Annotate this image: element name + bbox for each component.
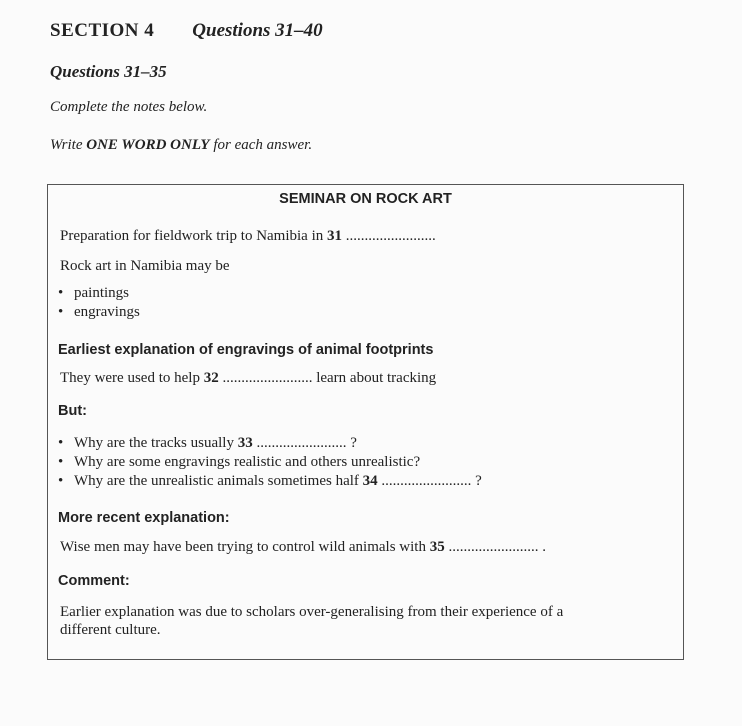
list-item [58, 304, 140, 321]
recent-text: Wise men may have been trying to control wild animals with [60, 539, 430, 555]
notes-title: SEMINAR ON ROCK ART [279, 191, 452, 207]
questions-range: Questions 31–40 [192, 20, 323, 41]
question-32-blank[interactable]: ........................ learn about tracking [218, 370, 437, 386]
section-title: SECTION 4 [50, 20, 155, 41]
list-item [58, 473, 482, 490]
question-33-blank[interactable]: ........................ ? [252, 435, 357, 451]
sub-range-heading: Questions 31–35 [50, 62, 167, 81]
question-31-blank[interactable]: ........................ [342, 228, 436, 244]
question-31-number: 31 [327, 228, 343, 244]
comment-heading: Comment: [58, 573, 130, 589]
question-33-number: 33 [237, 435, 253, 451]
instruction-write-suffix: for each answer. [209, 137, 313, 153]
but-1-text: Why are the tracks usually [74, 435, 238, 451]
type-paintings: paintings [74, 285, 129, 301]
list-item [58, 454, 420, 471]
bullet-icon: • [58, 285, 64, 301]
earliest-line [60, 370, 436, 387]
earliest-heading: Earliest explanation of engravings of animal footprints [58, 342, 434, 358]
instruction-write-prefix: Write [50, 137, 87, 153]
notes-box [47, 184, 684, 660]
type-engravings: engravings [74, 304, 140, 320]
instruction-write [50, 137, 312, 154]
comment-line-1: Earlier explanation was due to scholars over-generalising from their experience of a [60, 604, 564, 620]
prep-text: Preparation for fieldwork trip to Namibia in [60, 228, 328, 244]
list-item [58, 285, 129, 302]
question-35-number: 35 [429, 539, 445, 555]
prep-line [60, 228, 436, 245]
bullet-icon: • [58, 473, 64, 489]
rock-art-line: Rock art in Namibia may be [60, 258, 230, 274]
question-32-number: 32 [203, 370, 219, 386]
recent-heading: More recent explanation: [58, 510, 230, 526]
question-35-blank[interactable]: ........................ . [444, 539, 546, 555]
section-header [50, 20, 323, 42]
question-34-number: 34 [362, 473, 378, 489]
question-34-blank[interactable]: ........................ ? [377, 473, 482, 489]
recent-line [60, 539, 546, 556]
bullet-icon: • [58, 304, 64, 320]
instruction-word-limit: ONE WORD ONLY [86, 137, 210, 153]
but-heading: But: [58, 403, 87, 419]
bullet-icon: • [58, 435, 64, 451]
bullet-icon: • [58, 454, 64, 470]
earliest-text: They were used to help [60, 370, 204, 386]
but-2-text: Why are some engravings realistic and others unrealistic? [74, 454, 421, 470]
but-3-text: Why are the unrealistic animals sometimes half [74, 473, 363, 489]
comment-line-2: different culture. [60, 622, 161, 638]
list-item [58, 435, 357, 452]
instruction-complete: Complete the notes below. [50, 99, 208, 115]
